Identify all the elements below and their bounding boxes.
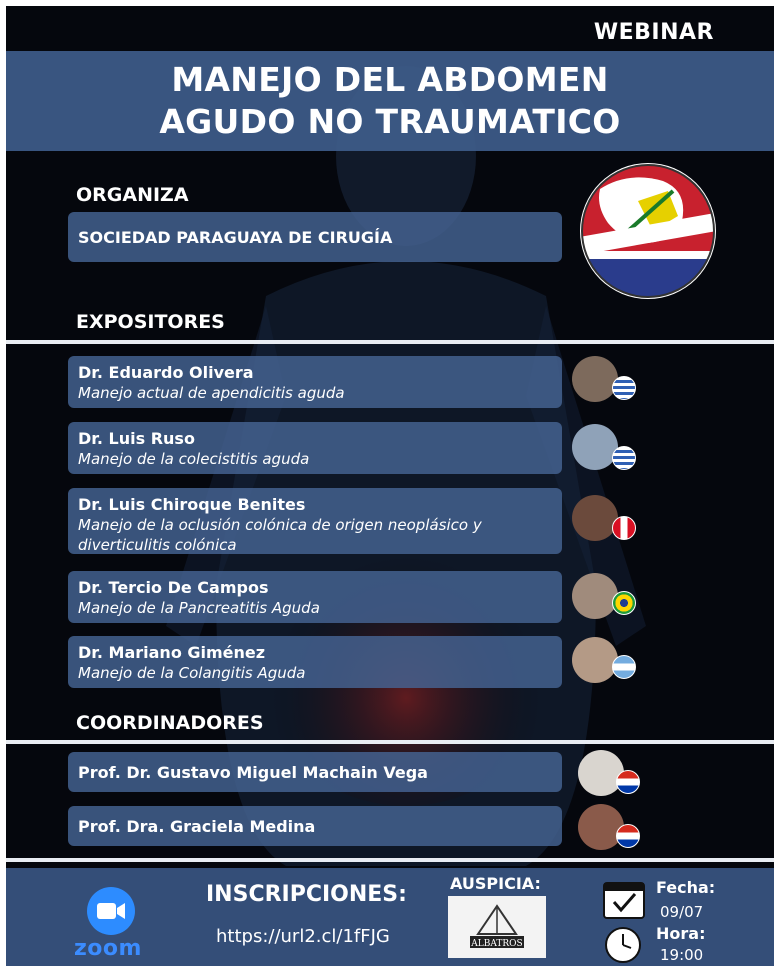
speaker-avatar (572, 495, 618, 541)
divider-middle (6, 740, 774, 744)
speaker-avatar (572, 573, 618, 619)
expositores-label: EXPOSITORES (76, 311, 225, 333)
hora-value: 19:00 (660, 946, 704, 964)
coordinator-card (68, 752, 562, 792)
organizer-name: SOCIEDAD PARAGUAYA DE CIRUGÍA (78, 227, 393, 247)
speaker-card (68, 422, 562, 474)
speaker-card (68, 636, 562, 688)
fecha-value: 09/07 (660, 903, 704, 921)
coordinator-card (68, 806, 562, 846)
title-line-2: AGUDO NO TRAUMATICO (159, 102, 621, 141)
title-band (6, 51, 774, 151)
organizer-card (68, 212, 562, 262)
organiza-label: ORGANIZA (76, 184, 189, 206)
speaker-avatar (572, 637, 618, 683)
speaker-topic: Manejo actual de apendicitis aguda (78, 384, 345, 402)
speaker-name: Dr. Luis Ruso (78, 429, 195, 448)
coordinator-avatar (578, 750, 624, 796)
argentina-flag-icon (612, 655, 636, 679)
brazil-flag-icon (612, 591, 636, 615)
coordinadores-label: COORDINADORES (76, 712, 264, 734)
auspicia-label: AUSPICIA: (450, 874, 541, 893)
speaker-name: Dr. Mariano Giménez (78, 643, 266, 662)
uruguay-flag-icon (612, 376, 636, 400)
speaker-card (68, 356, 562, 408)
coordinator-name: Prof. Dr. Gustavo Miguel Machain Vega (78, 762, 428, 782)
paraguay-flag-icon (616, 824, 640, 848)
fecha-label: Fecha: (656, 878, 716, 897)
inscripciones-label: INSCRIPCIONES: (206, 882, 407, 907)
coordinator-avatar (578, 804, 624, 850)
uruguay-flag-icon (612, 446, 636, 470)
speaker-topic: Manejo de la Pancreatitis Aguda (78, 599, 320, 617)
albatros-emblem-icon (448, 896, 546, 958)
sponsor-name: ALBATROS (471, 939, 523, 949)
speaker-card (68, 571, 562, 623)
registration-link[interactable]: https://url2.cl/1fFJG (216, 926, 390, 947)
speaker-name: Dr. Luis Chiroque Benites (78, 495, 306, 514)
title-line-1: MANEJO DEL ABDOMEN (171, 60, 609, 99)
speaker-topic: Manejo de la Colangitis Aguda (78, 664, 306, 682)
speaker-card (68, 488, 562, 554)
speaker-name: Dr. Tercio De Campos (78, 578, 269, 597)
peru-flag-icon (612, 516, 636, 540)
speaker-avatar (572, 356, 618, 402)
divider-bottom (6, 858, 774, 862)
coordinator-name: Prof. Dra. Graciela Medina (78, 816, 316, 836)
webinar-tag: WEBINAR (593, 20, 714, 45)
hora-label: Hora: (656, 924, 706, 943)
calendar-check-icon (602, 878, 646, 920)
speaker-avatar (572, 424, 618, 470)
clock-icon (604, 926, 642, 964)
speaker-topic: Manejo de la oclusión colónica de origen neoplásico y diverticulitis colónica (78, 516, 482, 554)
paraguay-flag-icon (616, 770, 640, 794)
zoom-camera-icon (86, 886, 136, 936)
speaker-topic: Manejo de la colecistitis aguda (78, 450, 310, 468)
divider-top (6, 340, 774, 344)
albatros-logo (448, 896, 546, 958)
webinar-poster (6, 6, 774, 966)
zoom-logo-text: zoom (74, 936, 142, 961)
sociedad-paraguaya-logo (578, 161, 718, 301)
speaker-name: Dr. Eduardo Olivera (78, 363, 254, 382)
